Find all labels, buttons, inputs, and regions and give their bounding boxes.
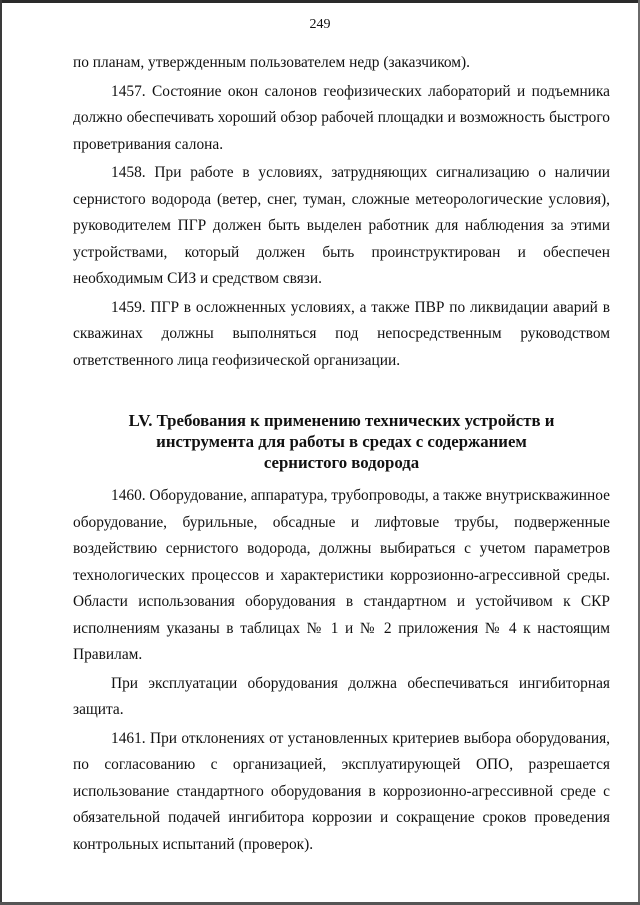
- page-number: 249: [309, 17, 331, 32]
- paragraph-1458: 1458. При работе в условиях, затрудняющих сигнализацию о наличии сернистого водорода (ветер, снег, туман, сложные метеорологические условия), руководителем ПГР должен быть выделен работник для наблюдения за этими устройствами, который должен быть проинструктирован и обеспечен необходимым СИЗ и средством связи.: [73, 164, 610, 287]
- paragraph-continuation: по планам, утвержденным пользователем недр (заказчиком).: [73, 54, 471, 71]
- section-heading-line-1: LV. Требования к применению технических устройств и: [128, 411, 555, 430]
- scan-border-left: [0, 0, 2, 905]
- document-body: [73, 50, 610, 858]
- paragraph-inhibitor-protection: При эксплуатации оборудования должна обеспечиваться ингибиторная защита.: [73, 674, 610, 718]
- scan-border-top: [0, 0, 640, 3]
- paragraph-1459: 1459. ПГР в осложненных условиях, а также ПВР по ликвидации аварий в скважинах должны выполняться под непосредственным руководством ответственного лица геофизической организации.: [73, 298, 610, 369]
- section-heading: [73, 410, 610, 473]
- paragraph-1460: 1460. Оборудование, аппаратура, трубопроводы, а также внутрискважинное оборудование, бурильные, обсадные и лифтовые трубы, подверженные воздействию сернистого водорода, должны выбираться с учетом параметров технологических процессов и характеристики коррозионно-агрессивной среды. Области использования оборудования в стандартном и устойчивом к СКР исполнениям указаны в таблицах № 1 и № 2 приложения № 4 к настоящим Правилам.: [73, 487, 610, 663]
- section-heading-line-3: сернистого водорода: [263, 453, 420, 472]
- paragraph-1457: 1457. Состояние окон салонов геофизических лабораторий и подъемника должно обеспечивать хороший обзор рабочей площадки и возможность быстрого проветривания салона.: [73, 82, 610, 153]
- section-heading-line-2: инструмента для работы в средах с содержанием: [156, 432, 527, 451]
- paragraph-1461: 1461. При отклонениях от установленных критериев выбора оборудования, по согласованию с организацией, эксплуатирующей ОПО, разрешается использование стандартного оборудования в коррозионно-агрессивной среде с обязательной подачей ингибитора коррозии и сокращение сроков проведения контрольных испытаний (проверок).: [73, 729, 610, 853]
